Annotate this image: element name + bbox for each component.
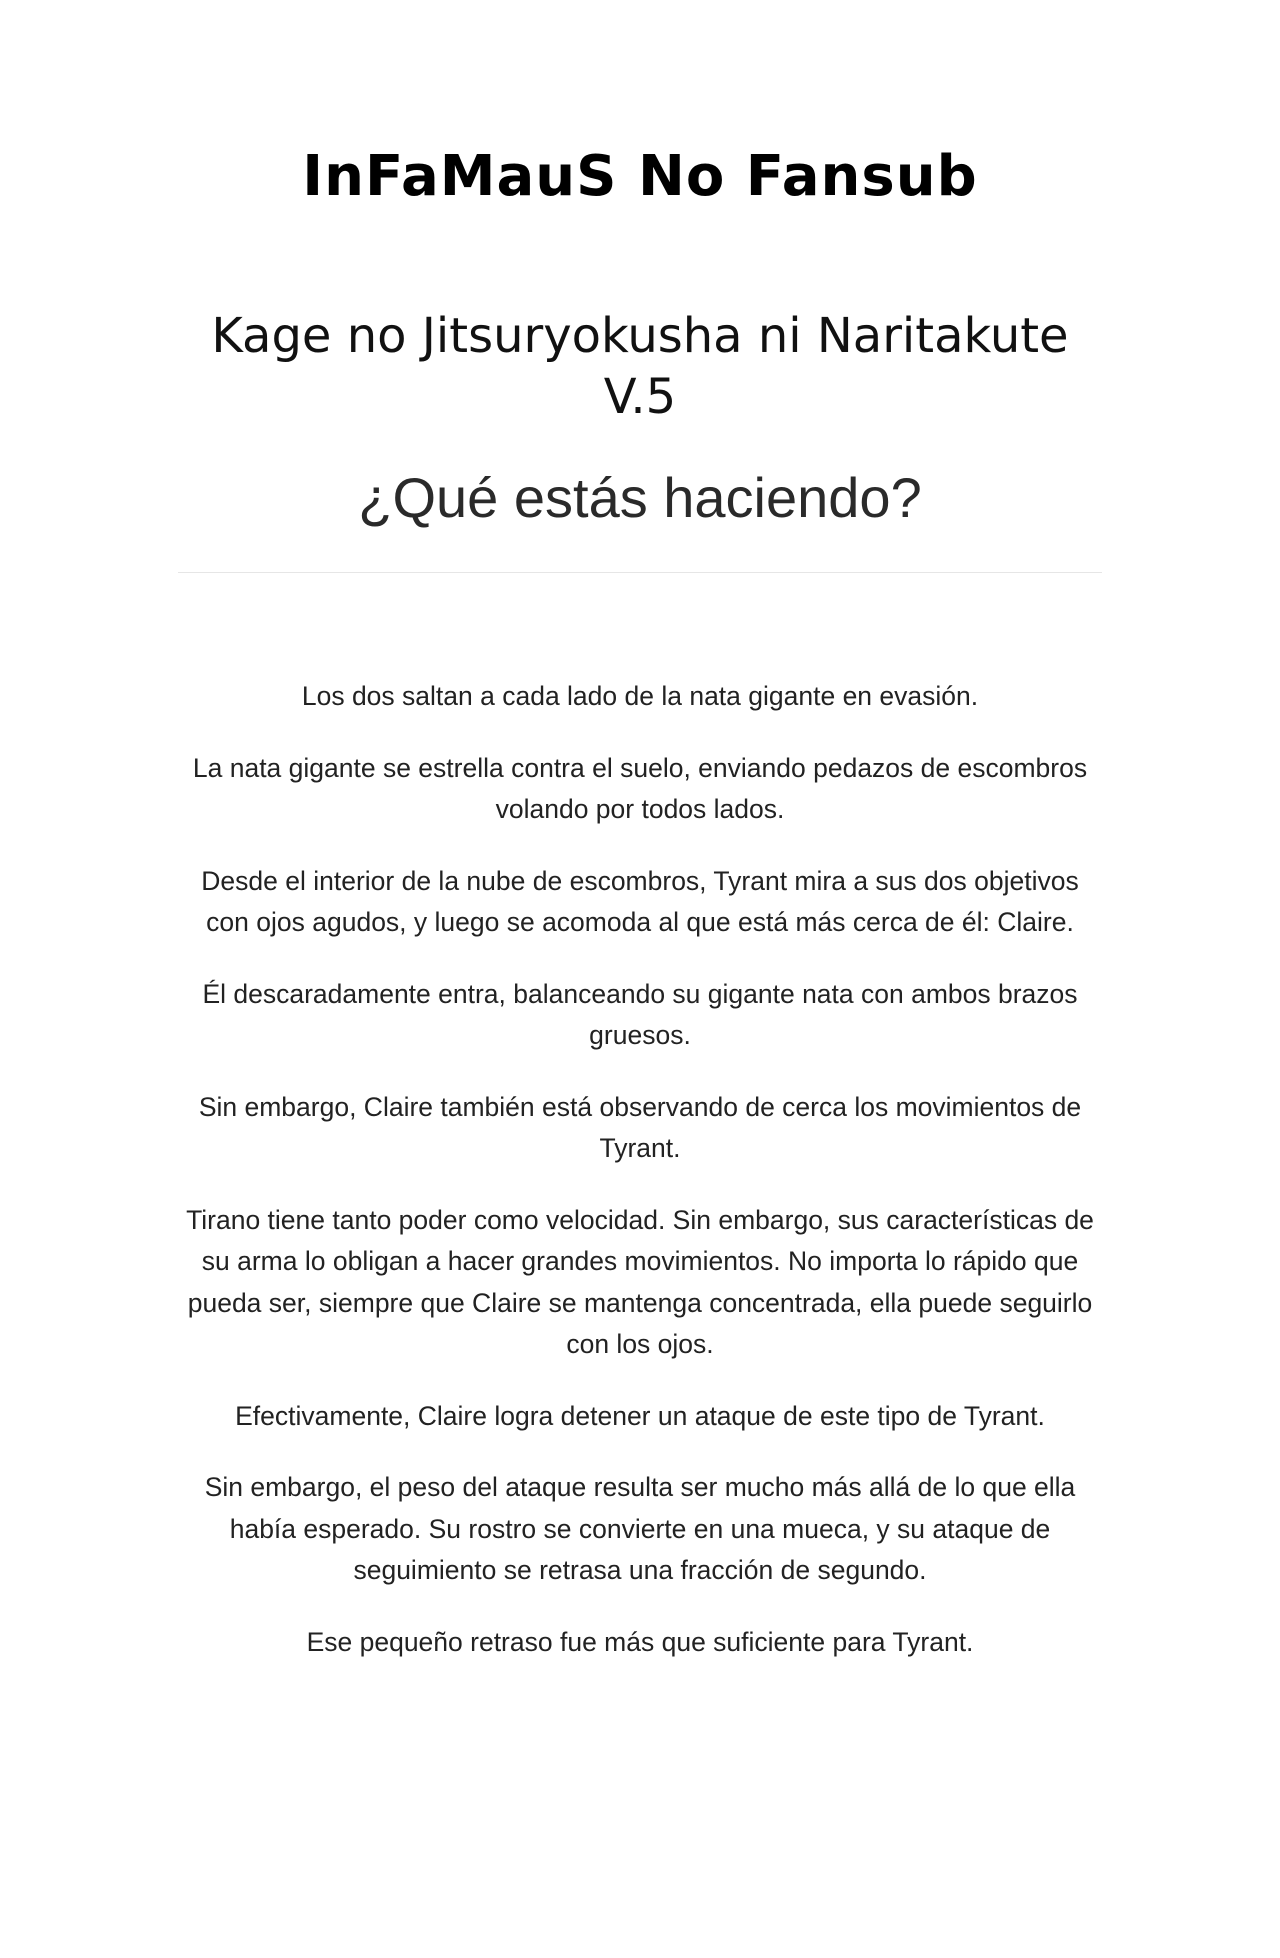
paragraph: Desde el interior de la nube de escombros, Tyrant mira a sus dos objetivos con ojos agudos, y luego se acomoda al que está más cerca de él: Claire. bbox=[201, 865, 1079, 937]
paragraph: Ese pequeño retraso fue más que suficiente para Tyrant. bbox=[306, 1626, 974, 1657]
paragraph: Sin embargo, Claire también está observando de cerca los movimientos de Tyrant. bbox=[198, 1091, 1082, 1163]
chapter-title: ¿Qué estás haciendo? bbox=[358, 466, 922, 529]
document-page bbox=[178, 0, 1102, 1958]
series-title: Kage no Jitsuryokusha ni Naritakute V.5 bbox=[211, 308, 1069, 425]
paragraph: Los dos saltan a cada lado de la nata gigante en evasión. bbox=[301, 681, 979, 711]
header-divider bbox=[178, 572, 1102, 573]
paragraph: Sin embargo, el peso del ataque resulta ser mucho más allá de lo que ella había esperado. Su rostro se convierte en una mueca, y su ataque de seguimiento se retrasa una fracción de segundo. bbox=[204, 1472, 1076, 1585]
paragraph: La nata gigante se estrella contra el suelo, enviando pedazos de escombros volando por todos lados. bbox=[192, 752, 1088, 824]
paragraph: Él descaradamente entra, balanceando su gigante nata con ambos brazos gruesos. bbox=[202, 978, 1078, 1050]
site-title: InFaMauS No Fansub bbox=[302, 144, 978, 209]
paragraph: Efectivamente, Claire logra detener un ataque de este tipo de Tyrant. bbox=[235, 1400, 1045, 1431]
chapter-body bbox=[178, 676, 1102, 1693]
paragraph: Tirano tiene tanto poder como velocidad. Sin embargo, sus características de su arma lo obligan a hacer grandes movimientos. No importa lo rápido que pueda ser, siempre que Claire se mantenga concentrada, ella puede seguirlo con los ojos. bbox=[186, 1204, 1094, 1359]
